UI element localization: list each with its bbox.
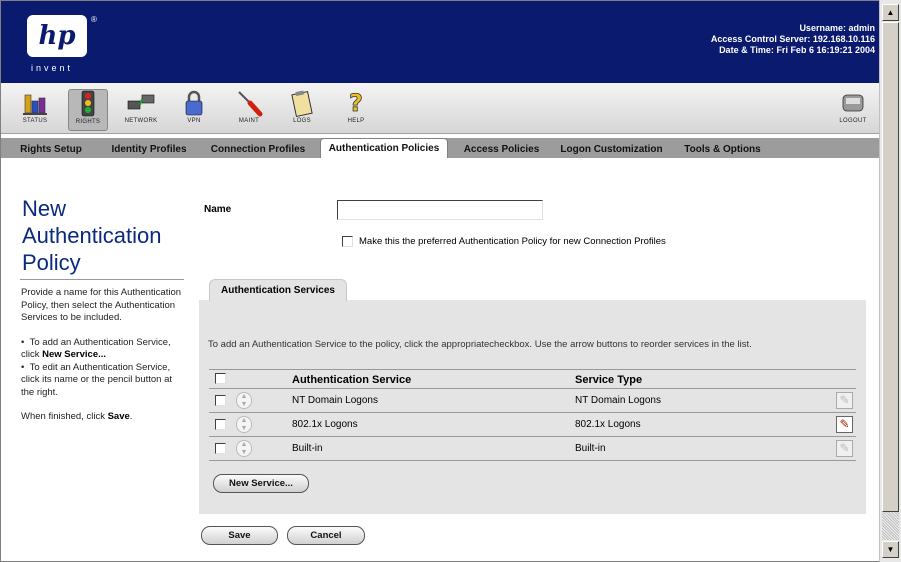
toolbar-maint[interactable]: MAINT	[229, 89, 269, 131]
help-text	[21, 287, 181, 436]
preferred-policy-option[interactable]	[342, 236, 666, 247]
session-info	[711, 23, 875, 56]
services-instructions: To add an Authentication Service to the policy, click the appropriatecheckbox. Use the arrow buttons to reorder services in the list.	[208, 339, 752, 350]
name-label: Name	[204, 204, 232, 215]
toolbar-rights[interactable]: RIGHTS	[68, 89, 108, 131]
service-type: Built-in	[575, 443, 606, 454]
title-divider	[20, 279, 184, 280]
service-name-link[interactable]: 802.1x Logons	[292, 419, 358, 430]
help-finish: When finished, click Save.	[21, 411, 133, 422]
section-tabs	[1, 138, 879, 158]
logout-icon	[837, 89, 869, 117]
screwdriver-icon	[233, 89, 265, 117]
status-chart-icon	[19, 89, 51, 117]
row-checkbox[interactable]	[215, 443, 226, 454]
reorder-arrows-icon[interactable]: ▲ ▼	[236, 416, 252, 433]
save-button[interactable]: Save	[201, 526, 278, 545]
question-mark-icon	[340, 89, 372, 117]
logo-tagline: invent	[31, 63, 74, 73]
toolbar-network[interactable]: NETWORK	[121, 89, 161, 131]
services-table	[209, 369, 856, 461]
help-bullet-edit: • To edit an Authentication Service, click its name or the pencil button at the right.	[21, 361, 173, 398]
select-all-checkbox[interactable]	[215, 373, 226, 384]
server-value: 192.168.10.116	[812, 34, 875, 44]
datetime-value: Fri Feb 6 16:19:21 2004	[776, 45, 875, 55]
tab-identity-profiles[interactable]: Identity Profiles	[111, 143, 187, 155]
tab-rights-setup[interactable]: Rights Setup	[20, 143, 82, 155]
traffic-light-icon	[72, 90, 104, 118]
tab-logon-customization[interactable]: Logon Customization	[560, 143, 663, 155]
table-row	[209, 389, 856, 413]
help-intro: Provide a name for this Authentication Policy, then select the Authentication Services to be included.	[21, 287, 182, 323]
tab-authentication-services[interactable]: Authentication Services	[209, 279, 347, 301]
padlock-icon	[178, 89, 210, 117]
pencil-icon[interactable]: ✎	[836, 392, 853, 409]
main-toolbar	[1, 83, 879, 134]
registered-mark: ®	[91, 15, 97, 24]
hp-logo	[27, 15, 87, 57]
table-row	[209, 437, 856, 461]
column-header-type: Service Type	[575, 374, 643, 386]
tab-authentication-policies[interactable]: Authentication Policies	[320, 138, 448, 158]
row-checkbox[interactable]	[215, 419, 226, 430]
tab-access-policies[interactable]: Access Policies	[463, 143, 540, 155]
table-row	[209, 413, 856, 437]
tab-connection-profiles[interactable]: Connection Profiles	[210, 143, 306, 155]
toolbar-logs[interactable]: LOGS	[282, 89, 322, 131]
cancel-button[interactable]: Cancel	[287, 526, 365, 545]
svg-text:?: ?	[349, 89, 363, 117]
toolbar-help[interactable]: ? HELP	[336, 89, 376, 131]
username-row: Username: admin	[799, 23, 875, 33]
scroll-down-icon[interactable]: ▼	[882, 541, 899, 558]
username-value: admin	[848, 23, 875, 33]
preferred-policy-checkbox[interactable]	[342, 236, 353, 247]
reorder-arrows-icon[interactable]: ▲ ▼	[236, 392, 252, 409]
help-bullet-add: • To add an Authentication Service, click New Service...	[21, 336, 171, 360]
toolbar-status[interactable]: STATUS	[15, 89, 55, 131]
clipboard-icon	[286, 89, 318, 117]
scroll-up-icon[interactable]: ▲	[882, 4, 899, 21]
row-checkbox[interactable]	[215, 395, 226, 406]
scroll-thumb[interactable]	[882, 22, 899, 512]
page-title: New Authentication Policy	[22, 196, 162, 275]
new-service-button[interactable]: New Service...	[213, 474, 309, 493]
preferred-policy-label: Make this the preferred Authentication Policy for new Connection Profiles	[359, 236, 666, 247]
vertical-scrollbar[interactable]	[879, 0, 901, 562]
toolbar-vpn[interactable]: VPN	[174, 89, 214, 131]
column-header-service: Authentication Service	[292, 374, 412, 386]
scroll-track[interactable]	[882, 512, 899, 540]
reorder-arrows-icon[interactable]: ▲ ▼	[236, 440, 252, 457]
service-type: NT Domain Logons	[575, 395, 661, 406]
pencil-icon[interactable]: ✎	[836, 440, 853, 457]
service-type: 802.1x Logons	[575, 419, 641, 430]
datetime-row: Date & Time: Fri Feb 6 16:19:21 2004	[719, 45, 875, 55]
logo-text: hp	[38, 21, 76, 51]
table-header-row	[209, 370, 856, 389]
toolbar-logout[interactable]: LOGOUT	[833, 89, 873, 131]
name-input[interactable]	[337, 200, 543, 220]
server-row: Access Control Server: 192.168.10.116	[710, 34, 875, 44]
service-name-link[interactable]: Built-in	[292, 443, 323, 454]
service-name-link[interactable]: NT Domain Logons	[292, 395, 378, 406]
app-header	[1, 1, 879, 83]
tab-tools-options[interactable]: Tools & Options	[684, 143, 761, 155]
pencil-icon[interactable]: ✎	[836, 416, 853, 433]
network-icon	[125, 89, 157, 117]
